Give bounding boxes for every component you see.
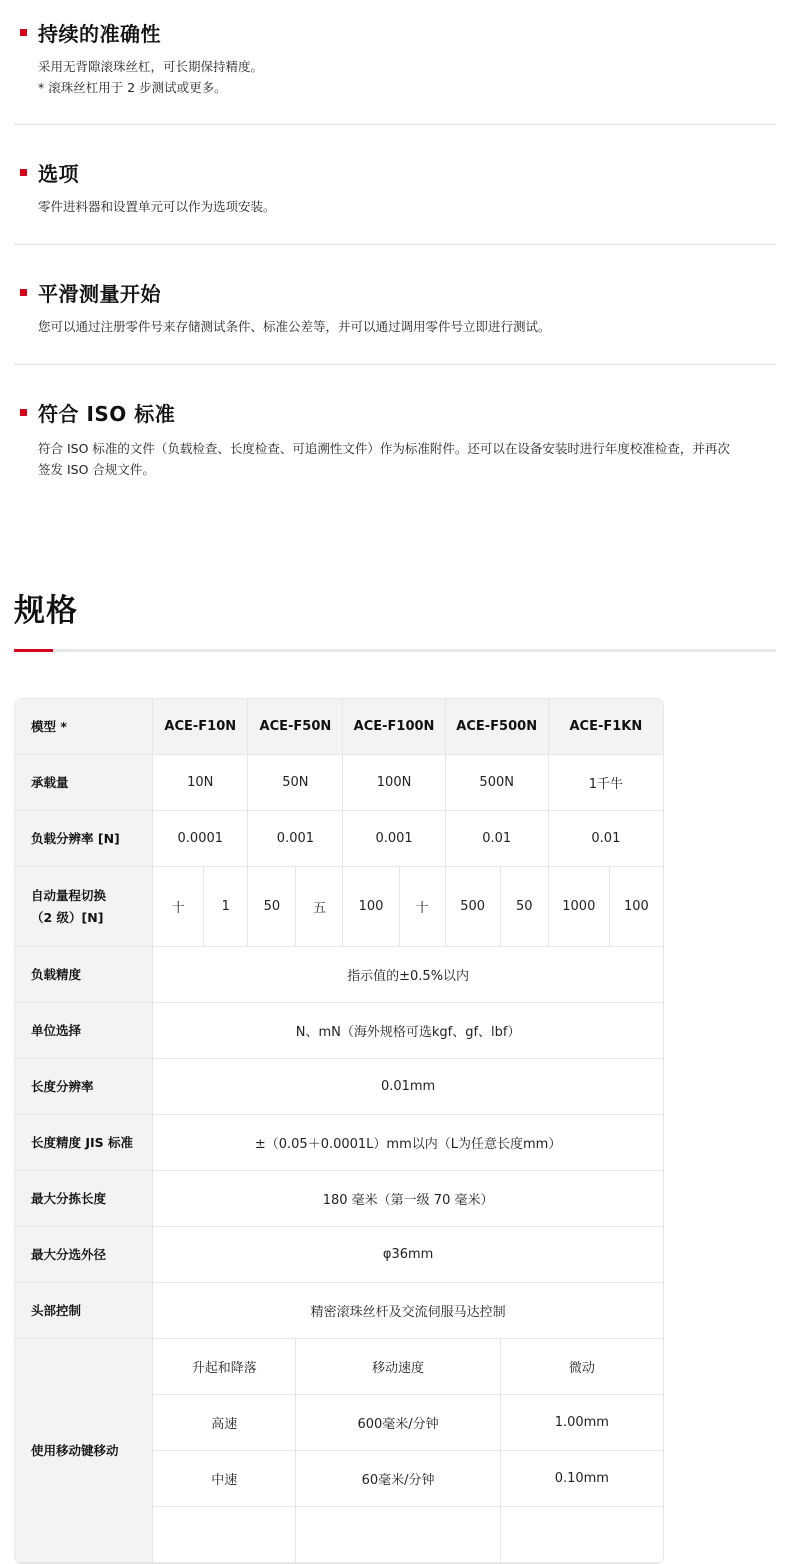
table-cell: 50N	[248, 755, 343, 811]
table-cell: 1千牛	[549, 755, 663, 811]
table-cell: 精密滚珠丝杆及交流伺服马达控制	[153, 1283, 663, 1339]
table-cell: 60毫米/分钟	[296, 1451, 500, 1507]
table-cell: 1.00mm	[501, 1395, 663, 1451]
table-cell: 10N	[153, 755, 248, 811]
table-cell: 100	[343, 867, 399, 947]
feature-iso	[14, 398, 776, 480]
red-square-bullet-icon	[20, 169, 27, 176]
table-row-capacity	[15, 755, 663, 811]
table-cell: 0.10mm	[501, 1451, 663, 1507]
table-cell: 升起和降落	[153, 1339, 296, 1395]
feature-options	[14, 158, 776, 217]
table-cell: 0.001	[343, 811, 445, 867]
table-cell: 1	[204, 867, 248, 947]
table-cell: 中速	[153, 1451, 296, 1507]
table-cell: 0.01	[549, 811, 663, 867]
feature-title: 选项	[38, 161, 79, 186]
specifications-table	[14, 698, 664, 1564]
table-cell: 0.01mm	[153, 1059, 663, 1115]
row-header: 承载量	[15, 755, 153, 811]
feature-description	[38, 56, 776, 98]
row-header-line: （2 级）[N]	[31, 909, 104, 925]
table-cell: 0.0001	[153, 811, 248, 867]
section-underline-accent	[14, 649, 53, 652]
red-square-bullet-icon	[20, 29, 27, 36]
section-title-specifications: 规格	[14, 593, 78, 629]
table-row-model	[15, 699, 663, 755]
table-row-range-switch	[15, 867, 663, 947]
table-cell: 移动速度	[296, 1339, 500, 1395]
model-cell: ACE-F100N	[343, 699, 445, 755]
table-cell	[296, 1507, 500, 1563]
table-cell: 微动	[501, 1339, 663, 1395]
feature-smooth-start	[14, 278, 776, 337]
row-header: 模型 *	[15, 699, 153, 755]
feature-line: 采用无背隙滚珠丝杠，可长期保持精度。	[38, 59, 264, 74]
table-cell	[501, 1507, 663, 1563]
row-header-line: 自动量程切换	[31, 887, 107, 903]
table-cell: 五	[296, 867, 343, 947]
section-underline	[14, 649, 776, 652]
row-header: 使用移动键移动	[15, 1339, 153, 1563]
divider	[14, 364, 776, 365]
feature-title: 持续的准确性	[38, 21, 161, 46]
feature-line: 签发 ISO 合规文件。	[38, 462, 155, 477]
table-cell: 100N	[343, 755, 445, 811]
feature-header	[14, 18, 776, 46]
model-cell: ACE-F50N	[248, 699, 343, 755]
table-cell	[153, 1507, 296, 1563]
row-header: 负载分辨率 [N]	[15, 811, 153, 867]
table-cell: 500	[446, 867, 501, 947]
feature-title: 平滑测量开始	[38, 281, 161, 306]
table-row-load-accuracy	[15, 947, 663, 1003]
red-square-bullet-icon	[20, 409, 27, 416]
table-cell: φ36mm	[153, 1227, 663, 1283]
feature-line: * 滚珠丝杠用于 2 步测试或更多。	[38, 80, 227, 95]
feature-line: 符合 ISO 标准的文件（负载检查、长度检查、可追溯性文件）作为标准附件。还可以在设备安装时进行年度校准检查，并再次	[38, 441, 730, 456]
divider	[14, 244, 776, 245]
table-row-unit-select	[15, 1003, 663, 1059]
row-header: 最大分拣长度	[15, 1171, 153, 1227]
table-cell: 0.01	[446, 811, 549, 867]
table-cell: 100	[610, 867, 663, 947]
feature-description	[38, 438, 776, 480]
feature-title: 符合 ISO 标准	[38, 401, 176, 426]
row-header: 最大分选外径	[15, 1227, 153, 1283]
table-row-max-diameter	[15, 1227, 663, 1283]
model-cell: ACE-F1KN	[549, 699, 663, 755]
table-cell: ±（0.05＋0.0001L）mm以内（L为任意长度mm）	[153, 1115, 663, 1171]
feature-description	[38, 196, 776, 217]
row-header: 长度精度 JIS 标准	[15, 1115, 153, 1171]
feature-description	[38, 316, 776, 337]
table-cell: 0.001	[248, 811, 343, 867]
table-cell: 指示值的±0.5%以内	[153, 947, 663, 1003]
table-row-resolution	[15, 811, 663, 867]
model-cell: ACE-F10N	[153, 699, 248, 755]
row-header	[15, 867, 153, 947]
table-cell: N、mN（海外规格可选kgf、gf、lbf）	[153, 1003, 663, 1059]
table-row-jog-header	[15, 1339, 663, 1395]
table-row-max-length	[15, 1171, 663, 1227]
table-cell: 180 毫米（第一级 70 毫米）	[153, 1171, 663, 1227]
table-row-length-accuracy	[15, 1115, 663, 1171]
row-header: 负载精度	[15, 947, 153, 1003]
model-cell: ACE-F500N	[446, 699, 549, 755]
feature-line: 零件进料器和设置单元可以作为选项安装。	[38, 199, 276, 214]
table-cell: 50	[501, 867, 549, 947]
table-cell: 500N	[446, 755, 549, 811]
table-cell: 1000	[549, 867, 610, 947]
table-row-length-resolution	[15, 1059, 663, 1115]
table-cell: 高速	[153, 1395, 296, 1451]
table-cell: 600毫米/分钟	[296, 1395, 500, 1451]
table-cell: 十	[400, 867, 446, 947]
row-header: 头部控制	[15, 1283, 153, 1339]
feature-header	[14, 398, 776, 426]
row-header: 长度分辨率	[15, 1059, 153, 1115]
table-cell: 十	[153, 867, 204, 947]
feature-header	[14, 278, 776, 306]
row-header: 单位选择	[15, 1003, 153, 1059]
table-row-head-control	[15, 1283, 663, 1339]
feature-line: 您可以通过注册零件号来存储测试条件、标准公差等，并可以通过调用零件号立即进行测试。	[38, 319, 551, 334]
red-square-bullet-icon	[20, 289, 27, 296]
divider	[14, 124, 776, 125]
table-cell: 50	[248, 867, 296, 947]
feature-accuracy	[14, 18, 776, 98]
feature-header	[14, 158, 776, 186]
